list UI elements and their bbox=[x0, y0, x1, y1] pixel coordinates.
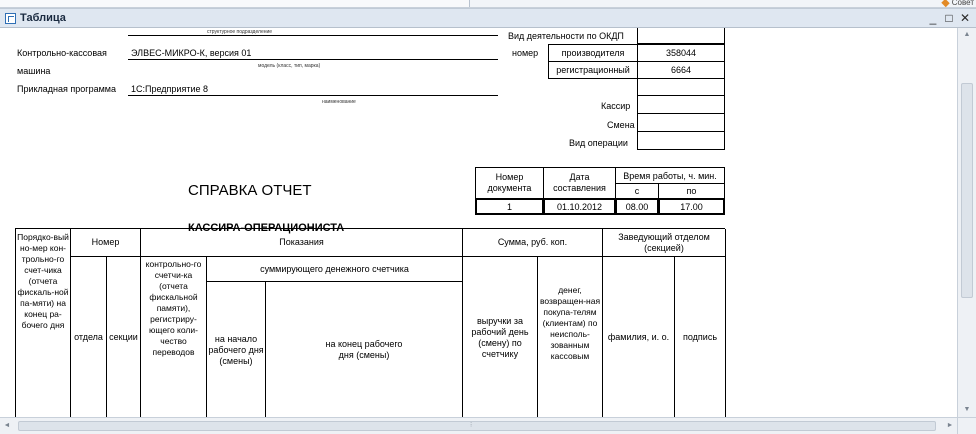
doc-number-value: 1 bbox=[475, 198, 544, 215]
app-box bbox=[637, 78, 725, 96]
col-control-counter-header: контрольно-го счетчи-ка (отчета фискальной памяти), регистриру-ющего коли-чество переводов bbox=[141, 257, 207, 417]
advice-icon bbox=[941, 0, 949, 7]
vertical-scroll-thumb[interactable] bbox=[961, 83, 973, 298]
kkm-value: ЭЛВЕС-МИКРО-К, версия 01 bbox=[131, 48, 252, 58]
col-signature-header: подпись bbox=[675, 257, 726, 417]
doc-number-header: Номер документа bbox=[475, 167, 544, 199]
col-department-header: отдела bbox=[71, 257, 107, 417]
worktime-from-value: 08.00 bbox=[615, 198, 659, 215]
worktime-to-header: по bbox=[658, 183, 725, 199]
worktime-to-value: 17.00 bbox=[658, 198, 725, 215]
scroll-down-icon[interactable]: ▼ bbox=[963, 406, 971, 413]
scroll-right-icon[interactable]: ► bbox=[946, 422, 954, 429]
col-readings-header: Показания bbox=[141, 229, 463, 257]
app-label: Прикладная программа bbox=[17, 84, 116, 94]
app-value: 1С:Предприятие 8 bbox=[131, 84, 208, 94]
worktime-header: Время работы, ч. мин. bbox=[615, 167, 725, 184]
window-title: Таблица bbox=[20, 12, 66, 24]
cashier-label: Кассир bbox=[601, 101, 631, 111]
col-name-header: фамилия, и. о. bbox=[603, 257, 675, 417]
top-strip bbox=[0, 0, 976, 8]
operation-label: Вид операции bbox=[569, 138, 628, 148]
struct-unit-line bbox=[128, 35, 498, 36]
registration-label-box: регистрационный bbox=[548, 61, 638, 79]
col-number-header: Номер bbox=[71, 229, 141, 257]
doc-date-value: 01.10.2012 bbox=[543, 198, 616, 215]
doc-date-header: Дата составления bbox=[543, 167, 616, 199]
okdp-box bbox=[637, 28, 725, 44]
col-start-header: на начало рабочего дня (смены) bbox=[207, 282, 266, 417]
window-controls bbox=[926, 10, 972, 26]
col-end-header: на конец рабочего дня (смены) bbox=[266, 282, 463, 417]
col-section-header: секции bbox=[107, 257, 141, 417]
col-revenue-header: выручки за рабочий день (смену) по счетчику bbox=[463, 257, 538, 417]
kkm-label-2: машина bbox=[17, 66, 51, 76]
table-icon bbox=[5, 13, 16, 24]
struct-unit-caption: структурное подразделение bbox=[207, 29, 273, 35]
name-caption: наименование bbox=[322, 99, 356, 105]
kkm-line bbox=[128, 59, 498, 60]
shift-box[interactable] bbox=[637, 113, 725, 132]
operation-box[interactable] bbox=[637, 131, 725, 150]
window-titlebar bbox=[0, 8, 976, 28]
address-field[interactable] bbox=[0, 0, 470, 7]
horizontal-scrollbar[interactable] bbox=[0, 417, 957, 434]
close-button[interactable]: ✕ bbox=[959, 11, 971, 25]
report-canvas bbox=[0, 28, 957, 417]
model-caption: модель (класс, тип, марка) bbox=[258, 63, 321, 69]
col-head-header: Заведующий отделом (секцией) bbox=[603, 229, 726, 257]
worktime-from-header: с bbox=[615, 183, 659, 199]
report-subtitle: КАССИРА-ОПЕРАЦИОНИСТА bbox=[188, 222, 345, 234]
col-sum-header: Сумма, руб. коп. bbox=[463, 229, 603, 257]
report-title: СПРАВКА ОТЧЕТ bbox=[188, 182, 312, 199]
shift-label: Смена bbox=[607, 120, 635, 130]
number-label: номер bbox=[512, 48, 539, 58]
col-summing-counter-header: суммирующего денежного счетчика bbox=[207, 257, 463, 282]
horizontal-scroll-thumb[interactable] bbox=[18, 421, 936, 431]
vertical-scrollbar[interactable] bbox=[957, 28, 976, 417]
registration-value-box: 6664 bbox=[637, 61, 725, 79]
advice-link[interactable]: Совет bbox=[941, 0, 974, 7]
okdp-label: Вид деятельности по ОКДП bbox=[508, 31, 624, 41]
app-line bbox=[128, 95, 498, 96]
scroll-grip-icon: ⁝ bbox=[470, 422, 473, 429]
scroll-corner bbox=[957, 417, 976, 434]
kkm-label: Контрольно-кассовая bbox=[17, 48, 107, 58]
minimize-button[interactable]: _ bbox=[929, 11, 937, 25]
maximize-button[interactable]: □ bbox=[945, 11, 953, 25]
col-order-header: Порядко-вый но-мер кон-трольно-го счет-чика (отчета фискаль-ной па-мяти) на конец ра-бочего дня bbox=[16, 229, 71, 417]
col-returned-header: денег, возвращен-ная покупа-телям (клиентам) по неисполь-зованным кассовым bbox=[538, 257, 603, 417]
manufacturer-value-box: 358044 bbox=[637, 44, 725, 62]
manufacturer-label-box: производителя bbox=[548, 44, 638, 62]
scroll-left-icon[interactable]: ◄ bbox=[3, 422, 11, 429]
report-table bbox=[15, 228, 725, 417]
cashier-box[interactable] bbox=[637, 95, 725, 114]
scroll-up-icon[interactable]: ▲ bbox=[963, 31, 971, 38]
